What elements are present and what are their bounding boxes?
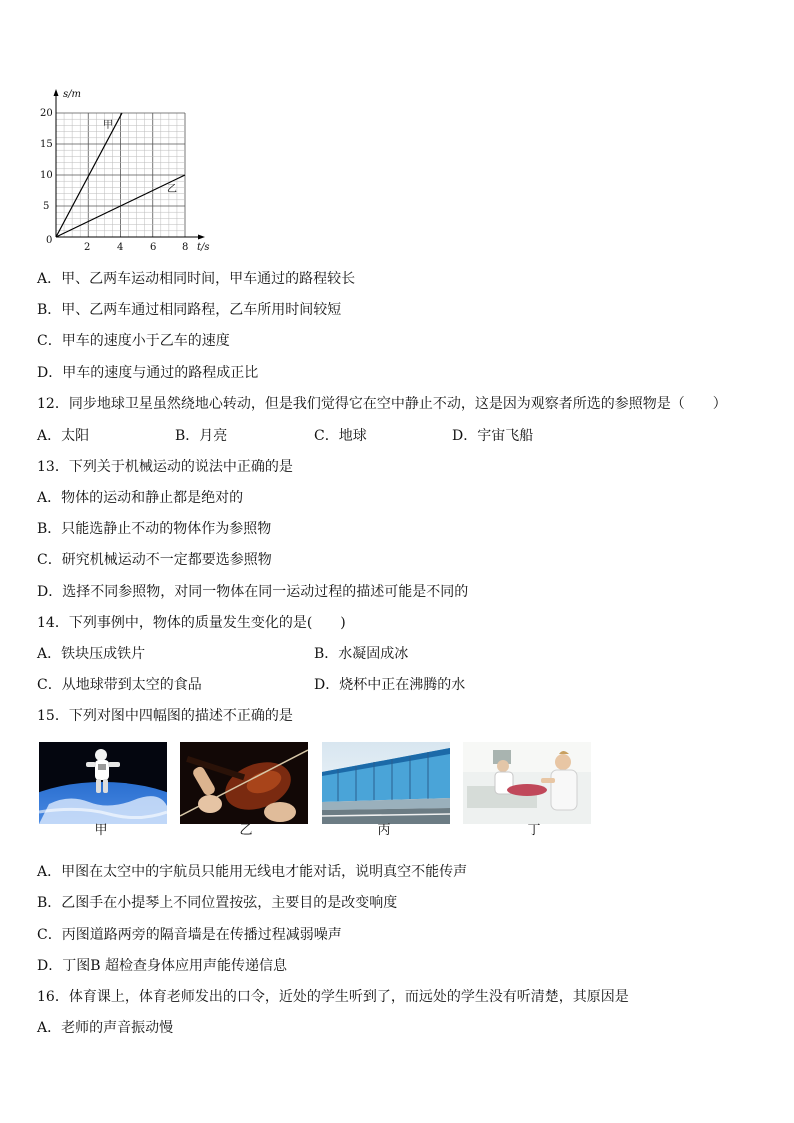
q13-stem: 13．下列关于机械运动的说法中正确的是 [37,459,293,475]
q12-stem: 12．同步地球卫星虽然绕地心转动，但是我们觉得它在空中静止不动，这是因为观察者所选的参照物是（ ） [37,396,727,412]
y-tick-20: 20 [40,108,53,119]
photo-sound-barrier [322,742,450,824]
q11-option-a: A．甲、乙两车运动相同时间，甲车通过的路程较长 [37,271,356,287]
q12-option-b: B．月亮 [175,428,228,444]
photo-ultrasound [463,742,591,824]
q14-option-c: C．从地球带到太空的食品 [37,677,202,693]
x-tick-2: 2 [84,242,91,253]
q15-option-d: D．丁图B 超检查身体应用声能传递信息 [37,958,287,974]
y-tick-10: 10 [40,170,53,181]
q13-option-a: A．物体的运动和静止都是绝对的 [37,490,244,506]
q16-stem: 16．体育课上，体育老师发出的口令，近处的学生听到了，而远处的学生没有听清楚，其原因是 [37,989,629,1005]
s-t-graph [36,85,216,255]
q16-option-a: A．老师的声音振动慢 [37,1020,174,1036]
q14-option-b: B．水凝固成冰 [314,646,409,662]
line-yi-label: 乙 [167,184,177,195]
caption-yi: 乙 [239,823,253,838]
q14-option-a: A．铁块压成铁片 [37,646,146,662]
y-tick-5: 5 [43,201,50,212]
q15-option-a: A．甲图在太空中的宇航员只能用无线电才能对话，说明真空不能传声 [37,864,468,880]
y-axis-label: s/m [63,89,81,100]
q15-option-c: C．丙图道路两旁的隔音墙是在传播过程减弱噪声 [37,927,342,943]
photo-violin [180,742,308,824]
caption-bing: 丙 [377,823,391,838]
x-axis-arrow [198,235,205,240]
caption-jia: 甲 [94,823,108,838]
x-tick-4: 4 [117,242,124,253]
photo-astronaut [39,742,167,824]
q11-option-c: C．甲车的速度小于乙车的速度 [37,333,230,349]
q15-option-b: B．乙图手在小提琴上不同位置按弦，主要目的是改变响度 [37,895,398,911]
q13-option-d: D．选择不同参照物，对同一物体在同一运动过程的描述可能是不同的 [37,584,469,600]
y-tick-15: 15 [40,139,53,150]
q13-option-c: C．研究机械运动不一定都要选参照物 [37,552,272,568]
x-axis-label: t/s [197,242,210,253]
q12-option-d: D．宇宙飞船 [452,428,534,444]
q14-option-d: D．烧杯中正在沸腾的水 [314,677,466,693]
q11-option-b: B．甲、乙两车通过相同路程，乙车所用时间较短 [37,302,342,318]
q12-option-a: A．太阳 [37,428,90,444]
q14-stem: 14．下列事例中，物体的质量发生变化的是( ) [37,615,346,631]
q12-option-c: C．地球 [314,428,367,444]
x-tick-6: 6 [150,242,157,253]
q11-option-d: D．甲车的速度与通过的路程成正比 [37,365,259,381]
caption-ding: 丁 [527,823,541,838]
x-tick-8: 8 [182,242,189,253]
y-axis-arrow [54,89,59,96]
q13-option-b: B．只能选静止不动的物体作为参照物 [37,521,272,537]
line-jia-label: 甲 [103,120,113,131]
origin-label: 0 [46,235,53,246]
q15-stem: 15．下列对图中四幅图的描述不正确的是 [37,708,293,724]
graph-grid [56,113,185,237]
